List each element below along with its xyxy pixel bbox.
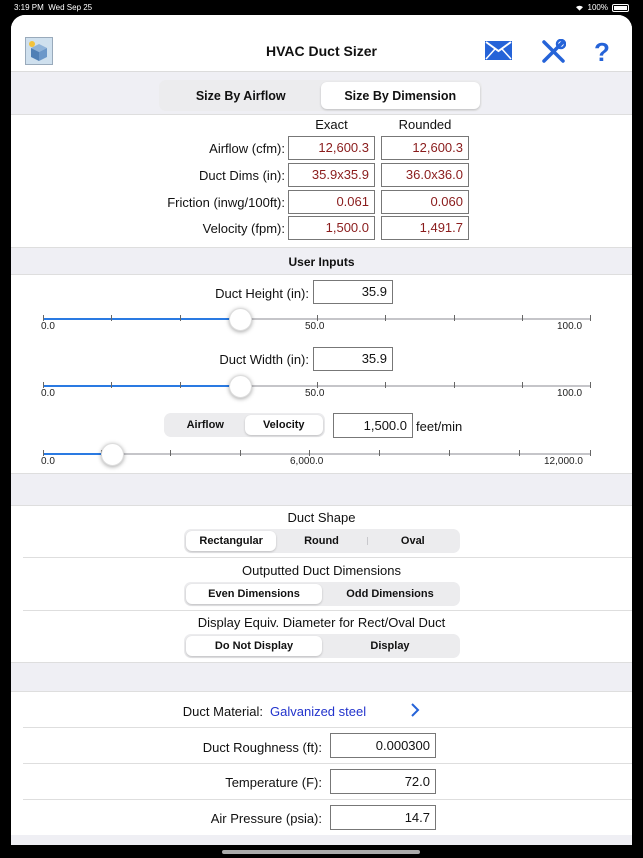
slider-track xyxy=(43,453,591,455)
mail-icon[interactable] xyxy=(485,41,512,60)
velocity-input[interactable]: 1,500.0 xyxy=(333,413,413,438)
slider-min-label: 0.0 xyxy=(41,321,55,332)
slider-thumb[interactable] xyxy=(229,375,252,398)
help-icon[interactable]: ? xyxy=(594,37,610,67)
slider-tick xyxy=(454,382,455,388)
velocity-slider[interactable] xyxy=(43,444,591,474)
status-date: Wed Sep 25 xyxy=(48,3,93,12)
divider xyxy=(23,557,632,558)
battery-percent: 100% xyxy=(587,3,608,12)
slider-tick xyxy=(385,382,386,388)
slider-tick xyxy=(449,450,450,456)
temperature-input[interactable]: 72.0 xyxy=(330,769,436,794)
duct-height-slider[interactable] xyxy=(43,309,591,339)
slider-tick xyxy=(170,450,171,456)
slider-tick xyxy=(454,315,455,321)
slider-mid-label: 6,000.0 xyxy=(290,456,324,467)
status-time: 3:19 PM xyxy=(14,3,44,12)
slider-fill xyxy=(43,318,240,320)
slider-tick xyxy=(590,450,591,456)
slider-tick xyxy=(590,315,591,321)
slider-thumb[interactable] xyxy=(229,308,252,331)
duct-width-slider[interactable] xyxy=(43,376,591,406)
velocity-label: Velocity (fpm): xyxy=(202,221,285,236)
duct-width-input[interactable]: 35.9 xyxy=(313,347,393,371)
roughness-label: Duct Roughness (ft): xyxy=(202,740,322,755)
dims-odd[interactable]: Odd Dimensions xyxy=(346,588,434,600)
wifi-icon xyxy=(575,4,584,11)
divider xyxy=(23,727,632,728)
col-exact-header: Exact xyxy=(315,117,348,132)
equiv-do-not-display[interactable]: Do Not Display xyxy=(186,636,322,656)
roughness-input[interactable]: 0.000300 xyxy=(330,733,436,758)
tab-size-by-airflow[interactable]: Size By Airflow xyxy=(195,88,286,103)
slider-tick xyxy=(522,315,523,321)
friction-rounded-value: 0.060 xyxy=(381,190,469,214)
slider-min-label: 0.0 xyxy=(41,456,55,467)
duct-shape-segmented-control xyxy=(184,529,460,553)
air-pressure-input[interactable]: 14.7 xyxy=(330,805,436,830)
slider-max-label: 100.0 xyxy=(557,321,583,332)
slider-tick xyxy=(379,450,380,456)
col-rounded-header: Rounded xyxy=(398,117,452,132)
duct-height-label: Duct Height (in): xyxy=(215,286,309,301)
friction-label: Friction (inwg/100ft): xyxy=(167,195,285,210)
slider-tick xyxy=(180,382,181,388)
battery-icon xyxy=(612,4,629,12)
tools-icon[interactable] xyxy=(541,39,566,64)
user-inputs-heading: User Inputs xyxy=(288,255,355,269)
equiv-diameter-label: Display Equiv. Diameter for Rect/Oval Duct xyxy=(197,615,446,630)
slider-max-label: 12,000.0 xyxy=(544,456,583,467)
equiv-diameter-segmented-control xyxy=(184,634,460,658)
mode-segmented-control xyxy=(159,80,482,111)
divider xyxy=(23,799,632,800)
status-bar xyxy=(0,0,643,15)
home-indicator xyxy=(222,850,420,854)
velocity-rounded-value: 1,491.7 xyxy=(381,216,469,240)
flow-mode-airflow[interactable]: Airflow xyxy=(186,419,224,431)
section-spacer xyxy=(11,473,632,506)
slider-min-label: 0.0 xyxy=(41,388,55,399)
page-title: HVAC Duct Sizer xyxy=(266,43,377,59)
slider-max-label: 100.0 xyxy=(557,388,583,399)
flow-mode-velocity[interactable]: Velocity xyxy=(245,415,324,435)
shape-round[interactable]: Round xyxy=(304,535,339,547)
slider-tick xyxy=(240,450,241,456)
slider-fill xyxy=(43,385,240,387)
velocity-exact-value: 1,500.0 xyxy=(288,216,375,240)
air-pressure-label: Air Pressure (psia): xyxy=(210,811,322,826)
divider xyxy=(11,114,632,115)
slider-thumb[interactable] xyxy=(101,443,124,466)
duct-width-label: Duct Width (in): xyxy=(219,352,309,367)
slider-tick xyxy=(111,315,112,321)
airflow-exact-value: 12,600.3 xyxy=(288,136,375,160)
duct-material-row[interactable] xyxy=(11,693,632,727)
outputted-dims-segmented-control xyxy=(184,582,460,606)
slider-tick xyxy=(180,315,181,321)
velocity-unit: feet/min xyxy=(416,419,463,434)
bottom-bar xyxy=(11,835,632,845)
divider xyxy=(23,763,632,764)
outputted-dims-label: Outputted Duct Dimensions xyxy=(242,563,401,578)
chevron-right-icon xyxy=(410,703,420,717)
duct-dims-exact-value: 35.9x35.9 xyxy=(288,163,375,187)
equiv-display[interactable]: Display xyxy=(370,640,410,652)
slider-tick xyxy=(111,382,112,388)
dims-even[interactable]: Even Dimensions xyxy=(186,584,322,604)
slider-tick xyxy=(522,382,523,388)
slider-mid-label: 50.0 xyxy=(305,321,325,332)
airflow-rounded-value: 12,600.3 xyxy=(381,136,469,160)
temperature-label: Temperature (F): xyxy=(225,775,322,790)
duct-shape-label: Duct Shape xyxy=(287,510,356,525)
airflow-label: Airflow (cfm): xyxy=(209,141,285,156)
divider xyxy=(23,610,632,611)
friction-exact-value: 0.061 xyxy=(288,190,375,214)
duct-height-input[interactable]: 35.9 xyxy=(313,280,393,304)
shape-rectangular[interactable]: Rectangular xyxy=(186,531,276,551)
duct-dims-rounded-value: 36.0x36.0 xyxy=(381,163,469,187)
duct-material-label: Duct Material: xyxy=(182,704,263,719)
slider-tick xyxy=(519,450,520,456)
slider-tick xyxy=(385,315,386,321)
flow-mode-segmented-control xyxy=(164,413,325,437)
duct-dims-label: Duct Dims (in): xyxy=(199,168,285,183)
section-spacer xyxy=(11,662,632,692)
tab-size-by-dimension[interactable]: Size By Dimension xyxy=(321,82,481,109)
shape-oval[interactable]: Oval xyxy=(400,535,425,547)
duct-material-value: Galvanized steel xyxy=(270,704,367,719)
slider-mid-label: 50.0 xyxy=(305,388,325,399)
app-screen xyxy=(11,15,632,845)
slider-tick xyxy=(590,382,591,388)
